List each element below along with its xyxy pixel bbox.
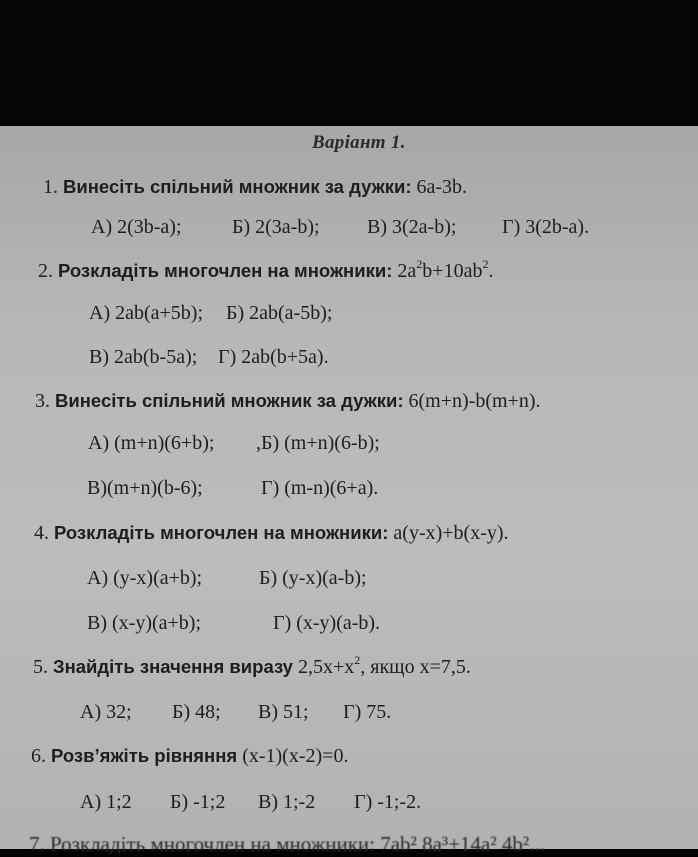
question-5 xyxy=(33,653,471,679)
answer-option: ,Б) (m+n)(6-b); xyxy=(256,432,380,454)
question-number: 5. xyxy=(33,656,48,678)
answer-row xyxy=(80,791,421,814)
answer-option: В)(m+n)(b-6); xyxy=(87,477,203,499)
question-4 xyxy=(34,522,509,545)
dark-background-top xyxy=(0,0,698,126)
question-1 xyxy=(43,176,467,199)
answer-option: Б) 48; xyxy=(172,701,221,723)
answer-row xyxy=(80,701,391,724)
answer-option: А) 2(3b-a); xyxy=(91,216,182,238)
answer-option: А) (m+n)(6+b); xyxy=(88,432,215,454)
question-expression: 6(m+n)-b(m+n). xyxy=(408,390,541,412)
question-expression: $2,5x+x^2$, якщо x=7,5. xyxy=(297,653,471,678)
answer-row xyxy=(89,346,329,369)
question-number: 4. xyxy=(34,522,49,544)
question-prompt: Знайдіть значення виразу xyxy=(53,656,293,677)
question-prompt: Винесіть спільний множник за дужки: xyxy=(63,176,412,197)
answer-option: Б) -1;2 xyxy=(170,791,226,813)
answer-option: Г) 3(2b-a). xyxy=(502,216,590,238)
answer-option: А) 2ab(a+5b); xyxy=(89,302,204,324)
answer-option: Г) -1;-2. xyxy=(354,791,422,813)
question-expression: 6a-3b. xyxy=(416,176,468,198)
question-number: 2. xyxy=(38,260,53,282)
question-number: 3. xyxy=(35,390,50,412)
answer-option: Б) (y-x)(a-b); xyxy=(259,567,367,589)
question-expression: (x-1)(x-2)=0. xyxy=(242,745,349,767)
answer-option: Б) 2(3a-b); xyxy=(232,216,320,238)
page-title: Варіант 1. xyxy=(312,132,406,153)
answer-row xyxy=(87,567,367,590)
answer-option: Б) 2ab(a-5b); xyxy=(226,302,333,324)
question-prompt: Розв’яжіть рівняння xyxy=(51,745,238,766)
answer-option: Г) (m-n)(6+a). xyxy=(261,477,379,499)
answer-option: В) 3(2a-b); xyxy=(367,216,457,238)
answer-option: А) (y-x)(a+b); xyxy=(87,567,203,589)
answer-option: В) 1;-2 xyxy=(258,791,316,813)
question-expression: a(y-x)+b(x-y). xyxy=(393,522,509,544)
answer-row xyxy=(87,477,378,500)
answer-row xyxy=(91,216,589,239)
answer-row xyxy=(87,612,380,635)
question-prompt: Розкладіть многочлен на множники: xyxy=(54,522,389,543)
question-6 xyxy=(31,745,348,768)
answer-option: А) 1;2 xyxy=(80,791,132,813)
answer-option: Г) (x-y)(a-b). xyxy=(273,612,381,634)
question-expression: $2a^2b+10ab^2$. xyxy=(397,257,494,282)
question-prompt: Розкладіть многочлен на множники: xyxy=(58,260,393,281)
answer-option: Г) 2ab(b+5a). xyxy=(218,346,329,368)
question-number: 6. xyxy=(31,745,46,767)
question-2 xyxy=(38,257,494,283)
question-prompt: Винесіть спільний множник за дужки: xyxy=(55,390,404,411)
question-3 xyxy=(35,390,540,413)
answer-option: В) 2ab(b-5a); xyxy=(89,346,198,368)
answer-option: В) 51; xyxy=(258,701,309,723)
question-number: 1. xyxy=(43,176,58,198)
answer-row xyxy=(89,302,332,325)
answer-option: В) (x-y)(a+b); xyxy=(87,612,202,634)
answer-row xyxy=(88,432,380,455)
answer-option: Г) 75. xyxy=(343,701,392,723)
answer-option: А) 32; xyxy=(80,701,132,723)
question-7-partial: 7. Розкладіть многочлен на множники: 7ab² 8a³+14a² 4b²... xyxy=(29,832,545,856)
